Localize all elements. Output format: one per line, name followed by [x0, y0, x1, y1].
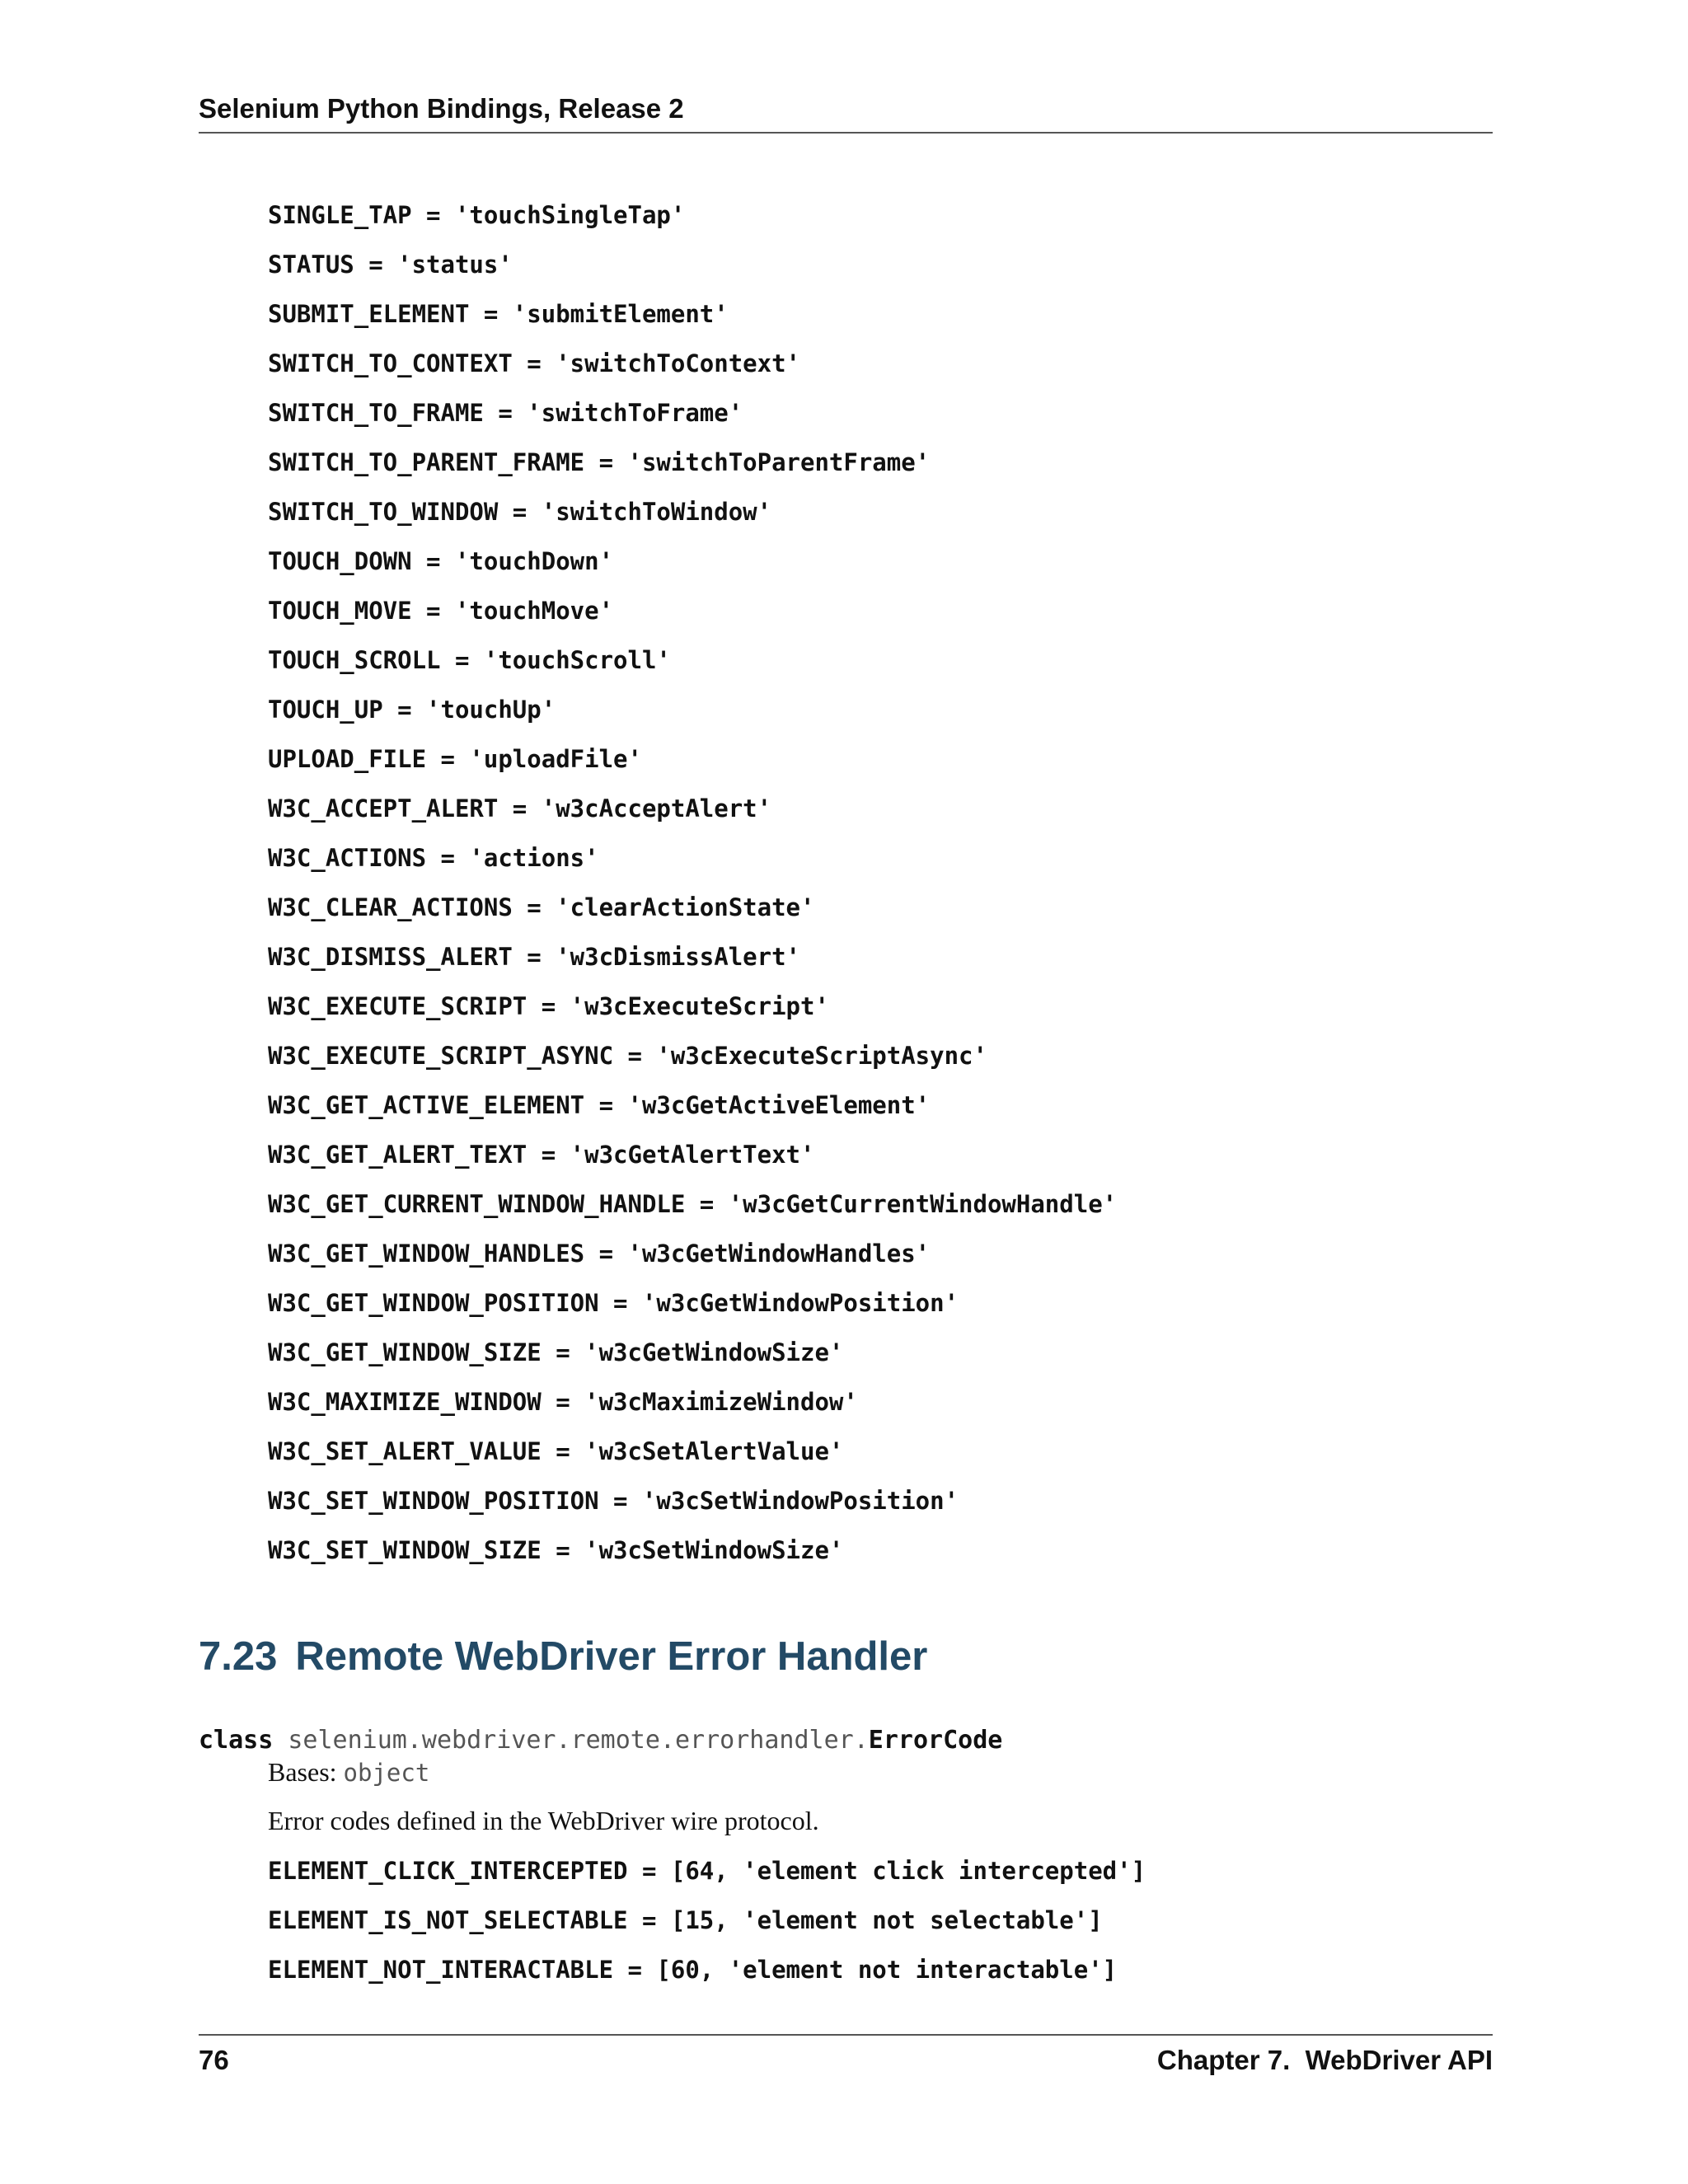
command-attribute: W3C_GET_ALERT_TEXT = 'w3cGetAlertText'	[268, 1141, 815, 1169]
header-title: Selenium Python Bindings, Release 2	[199, 93, 684, 124]
class-bases	[268, 1755, 429, 1789]
command-attribute: W3C_SET_WINDOW_SIZE = 'w3cSetWindowSize'	[268, 1536, 844, 1564]
section-number: 7.23	[199, 1634, 278, 1679]
command-attribute: W3C_GET_ACTIVE_ELEMENT = 'w3cGetActiveElement'	[268, 1091, 931, 1119]
command-attribute: W3C_SET_WINDOW_POSITION = 'w3cSetWindowPosition'	[268, 1487, 959, 1515]
page-footer	[199, 2034, 1493, 2085]
command-attribute: TOUCH_SCROLL = 'touchScroll'	[268, 646, 671, 674]
command-attribute: W3C_SET_ALERT_VALUE = 'w3cSetAlertValue'	[268, 1437, 844, 1465]
command-attribute: W3C_GET_WINDOW_HANDLES = 'w3cGetWindowHandles'	[268, 1240, 931, 1268]
command-attribute: STATUS = 'status'	[268, 251, 513, 279]
bases-label: Bases:	[268, 1757, 337, 1787]
command-attribute: W3C_MAXIMIZE_WINDOW = 'w3cMaximizeWindow'	[268, 1388, 858, 1416]
error-code-attribute: ELEMENT_IS_NOT_SELECTABLE = [15, 'element not selectable']	[268, 1906, 1103, 1934]
command-attribute: W3C_EXECUTE_SCRIPT = 'w3cExecuteScript'	[268, 992, 829, 1020]
section-title-text: Remote WebDriver Error Handler	[295, 1634, 928, 1679]
class-name: ErrorCode	[868, 1726, 1003, 1755]
command-attribute: W3C_GET_CURRENT_WINDOW_HANDLE = 'w3cGetCurrentWindowHandle'	[268, 1190, 1118, 1218]
error-code-attribute: ELEMENT_CLICK_INTERCEPTED = [64, 'element click intercepted']	[268, 1857, 1146, 1885]
page-header	[199, 92, 1493, 134]
chapter-title: Chapter 7. WebDriver API	[1156, 2045, 1493, 2075]
command-attribute: SWITCH_TO_FRAME = 'switchToFrame'	[268, 399, 743, 427]
command-attribute: W3C_GET_WINDOW_POSITION = 'w3cGetWindowPosition'	[268, 1289, 959, 1317]
command-attribute: W3C_CLEAR_ACTIONS = 'clearActionState'	[268, 893, 815, 921]
section-heading	[199, 1632, 927, 1681]
error-code-list	[268, 1854, 1504, 2002]
class-signature	[199, 1724, 1002, 1757]
command-attribute: W3C_EXECUTE_SCRIPT_ASYNC = 'w3cExecuteScriptAsync'	[268, 1042, 987, 1070]
command-attribute-list	[268, 198, 1504, 1582]
class-description: Error codes defined in the WebDriver wire protocol.	[268, 1806, 819, 1835]
class-module-path: selenium.webdriver.remote.errorhandler.	[288, 1726, 869, 1755]
command-attribute: W3C_ACTIONS = 'actions'	[268, 844, 599, 872]
command-attribute: W3C_GET_WINDOW_SIZE = 'w3cGetWindowSize'	[268, 1338, 844, 1366]
command-attribute: TOUCH_DOWN = 'touchDown'	[268, 547, 614, 575]
command-attribute: TOUCH_UP = 'touchUp'	[268, 696, 556, 724]
command-attribute: SWITCH_TO_WINDOW = 'switchToWindow'	[268, 498, 772, 526]
page-number: 76	[199, 2045, 229, 2075]
command-attribute: W3C_DISMISS_ALERT = 'w3cDismissAlert'	[268, 943, 801, 971]
command-attribute: UPLOAD_FILE = 'uploadFile'	[268, 745, 642, 773]
command-attribute: W3C_ACCEPT_ALERT = 'w3cAcceptAlert'	[268, 794, 772, 823]
bases-value: object	[343, 1759, 430, 1787]
class-keyword: class	[199, 1726, 274, 1755]
command-attribute: SINGLE_TAP = 'touchSingleTap'	[268, 201, 686, 229]
command-attribute: SUBMIT_ELEMENT = 'submitElement'	[268, 300, 729, 328]
command-attribute: SWITCH_TO_CONTEXT = 'switchToContext'	[268, 349, 801, 377]
command-attribute: SWITCH_TO_PARENT_FRAME = 'switchToParentFrame'	[268, 448, 931, 476]
error-code-attribute: ELEMENT_NOT_INTERACTABLE = [60, 'element not interactable']	[268, 1956, 1118, 1984]
command-attribute: TOUCH_MOVE = 'touchMove'	[268, 597, 614, 625]
